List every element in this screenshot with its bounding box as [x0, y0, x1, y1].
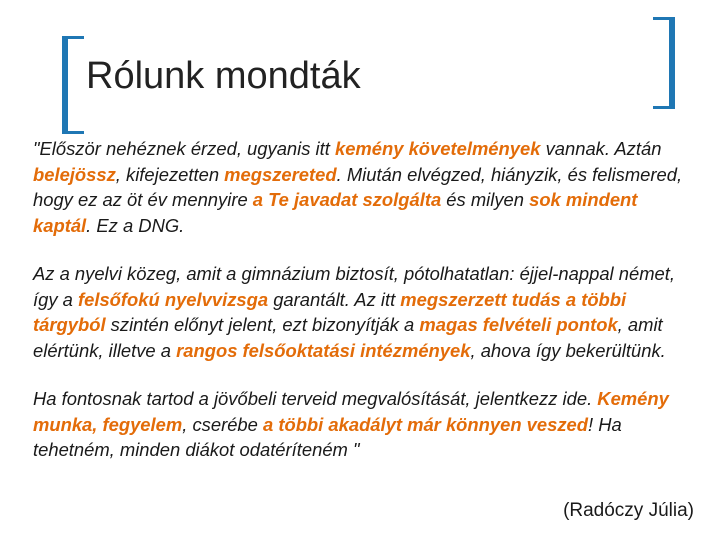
highlighted-phrase: megszereted: [224, 163, 337, 185]
text-segment: , ahova így bekerültünk.: [470, 339, 666, 361]
text-segment: garantált. Az itt: [268, 288, 401, 310]
quote-paragraph-2: [33, 261, 697, 363]
title-bracket-right: [653, 17, 675, 109]
quote-paragraph-3: [33, 386, 697, 463]
highlighted-phrase: rangos felsőoktatási intézmények: [176, 339, 471, 361]
text-segment: "Először nehéznek érzed, ugyanis itt: [33, 138, 335, 159]
highlighted-phrase: belejössz: [33, 163, 116, 185]
highlighted-phrase: Kemény munka, fegyelem: [33, 388, 669, 435]
text-segment: , cserébe: [182, 413, 263, 435]
text-segment: ! Ha tehetném, minden diákot odatéríteném ": [33, 413, 622, 460]
text-segment: Az a nyelvi közeg, amit a gimnázium biztosít, pótolhatatlan: éjjel-nappal német, így a: [33, 263, 675, 310]
text-segment: . Miután elvégzed, hiányzik, és felismered, hogy ez az öt év mennyire: [33, 163, 683, 210]
text-segment: , kifejezetten: [115, 163, 225, 185]
quote-author: (Radóczy Júlia): [563, 500, 694, 521]
text-segment: . Ez a DNG.: [86, 214, 185, 236]
text-segment: vannak. Aztán: [540, 138, 662, 159]
highlighted-phrase: magas felvételi pontok: [419, 314, 618, 335]
quote-body: [33, 136, 697, 486]
highlighted-phrase: sok mindent kaptál: [33, 189, 638, 236]
highlighted-phrase: a többi akadályt már könnyen veszed: [263, 413, 589, 435]
quote-paragraph-1: [33, 136, 697, 238]
highlighted-phrase: felsőfokú nyelvvizsga: [77, 288, 269, 310]
highlighted-phrase: kemény követelmények: [334, 138, 541, 159]
highlighted-phrase: a Te javadat szolgálta: [252, 189, 442, 210]
text-segment: Ha fontosnak tartod a jövőbeli terveid megvalósítását, jelentkezz ide.: [33, 388, 598, 409]
page-title: Rólunk mondták: [86, 55, 361, 97]
text-segment: , amit elértünk, illetve a: [33, 314, 663, 361]
text-segment: és milyen: [441, 189, 530, 210]
highlighted-phrase: megszerzett tudás a többi tárgyból: [33, 288, 627, 335]
title-bracket-left: [62, 36, 84, 134]
text-segment: szintén előnyt jelent, ezt bizonyítják a: [105, 314, 420, 335]
